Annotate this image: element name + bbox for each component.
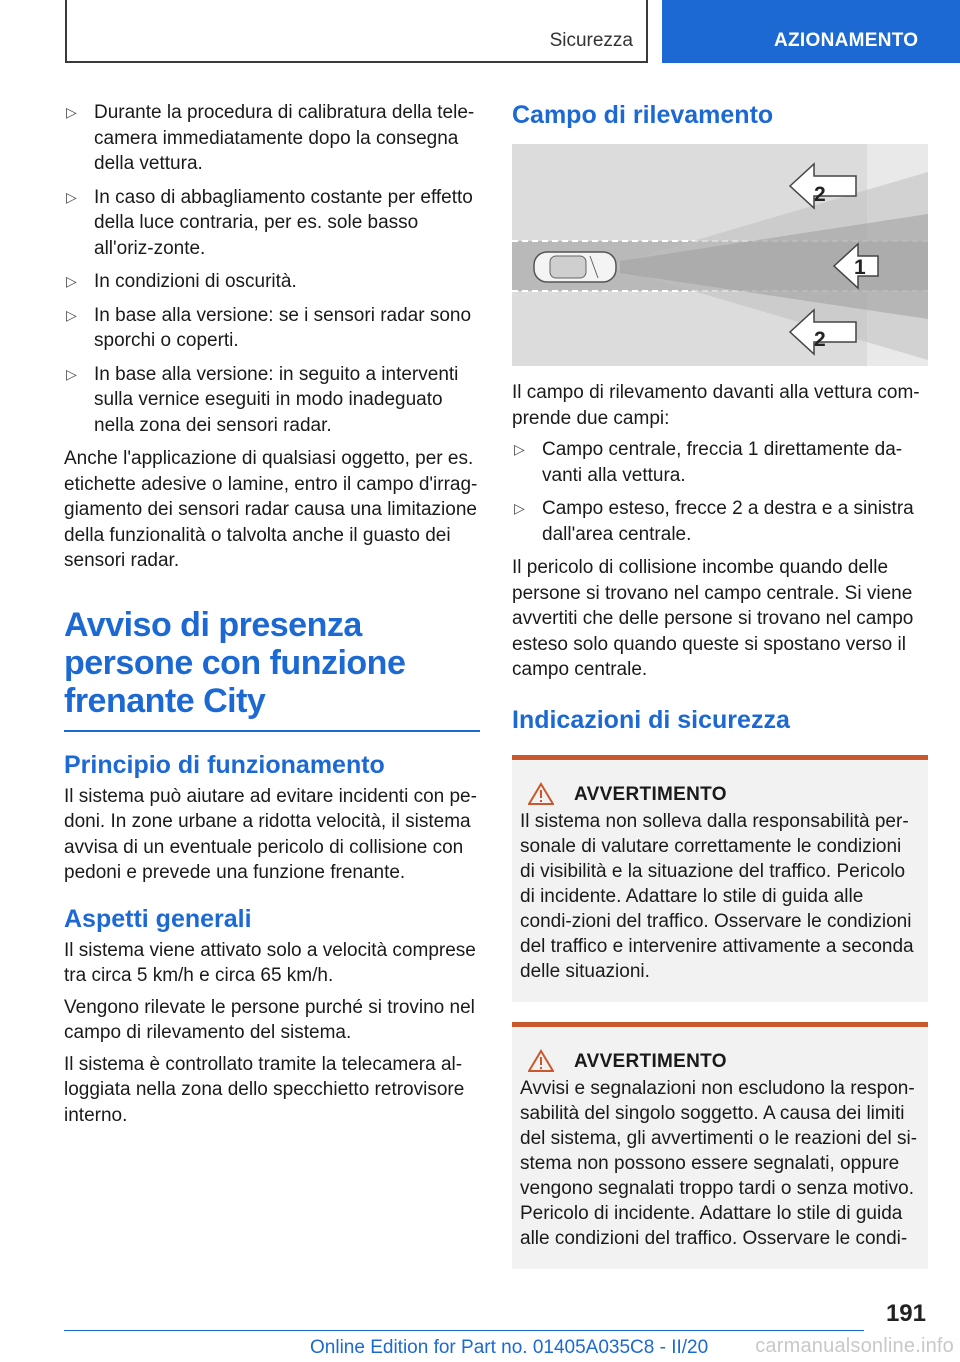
- arrow-label-top: 2: [814, 183, 826, 206]
- list-item: ▷ Durante la procedura di calibratura della tele-camera immediatamente dopo la consegna della vettura.: [66, 102, 475, 174]
- watermark: carmanualsonline.info: [755, 1335, 954, 1357]
- warning-title-row: [520, 782, 920, 807]
- warning-triangle-icon: [528, 1049, 554, 1073]
- triangle-bullet-icon: ▷: [66, 365, 77, 382]
- warning-triangle-icon: [528, 782, 554, 806]
- principle-paragraph: Il sistema può aiutare ad evitare incidenti con pe-doni. In zone urbane a ridotta velocità, il sistema avvisa di un eventuale pericolo di collisione con pedoni e prevede una funzione frenante.: [64, 785, 477, 883]
- list-item: ▷ In base alla versione: in seguito a interventi sulla vernice eseguiti in modo inadeguato nella zona dei sensori radar.: [66, 363, 459, 436]
- triangle-bullet-icon: ▷: [514, 441, 525, 457]
- list-item: ▷ Campo centrale, freccia 1 direttamente da-vanti alla vettura.: [514, 439, 903, 486]
- header-chapter-tab: [662, 0, 960, 63]
- arrow-label-middle: 1: [854, 256, 866, 279]
- warning-text: Avvisi e segnalazioni non escludono la respon-sabilità del singolo soggetto. A causa dei limiti del sistema, gli avvertimenti o le reazioni del si-stema non possono essere segnalati, oppure vengono segnalati troppo tardi o senza motivo. Pericolo di incidente. Adattare lo stile di guida alle condizioni del traffico. Osservare le condi-: [520, 1077, 918, 1249]
- warning-box-2: [512, 1022, 928, 1269]
- range-paragraph: Il campo di rilevamento davanti alla vettura com-prende due campi:: [512, 382, 920, 429]
- warning-text: Il sistema non solleva dalla responsabilità per-sonale di valutare correttamente le condizioni di visibilità e la situazione del traffico. Pericolo di incidente. Adattare lo stile di guida alle condi-zioni del traffico. Osservare le condizioni del traffico e intervenire attivamente a seconda delle situazioni.: [520, 810, 914, 982]
- right-column: [512, 100, 928, 1269]
- triangle-bullet-icon: ▷: [66, 188, 77, 205]
- list-item: ▷ In caso di abbagliamento costante per effetto della luce contraria, per es. sole basso all'oriz-zonte.: [66, 186, 473, 259]
- general-paragraph-1: Il sistema viene attivato solo a velocità comprese tra circa 5 km/h e circa 65 km/h.: [64, 939, 476, 986]
- limitations-list: [64, 100, 480, 438]
- detection-range-diagram: [512, 144, 928, 366]
- triangle-bullet-icon: ▷: [66, 104, 77, 120]
- triangle-bullet-icon: ▷: [66, 306, 77, 323]
- list-item: ▷ In condizioni di oscurità.: [64, 269, 480, 295]
- header-chapter-label: AZIONAMENTO: [774, 30, 919, 51]
- heading-safety: Indicazioni di sicurezza: [512, 705, 790, 734]
- footer-divider: [64, 1330, 864, 1331]
- header-section-tab: [65, 0, 648, 63]
- general-paragraph-3: Il sistema è controllato tramite la telecamera al-loggiata nella zona dello specchietto retrovisore interno.: [64, 1053, 465, 1126]
- heading-detection-range: Campo di rilevamento: [512, 101, 774, 129]
- general-paragraph-2: Vengono rilevate le persone purché si trovino nel campo di rilevamento del sistema.: [64, 996, 475, 1043]
- heading-principle: Principio di funzionamento: [64, 750, 385, 779]
- heading-general: Aspetti generali: [64, 904, 252, 933]
- left-column: [64, 100, 480, 1134]
- fields-list: [512, 437, 928, 547]
- triangle-bullet-icon: ▷: [66, 273, 77, 289]
- list-item: ▷ Campo esteso, frecce 2 a destra e a sinistra dall'area centrale.: [514, 498, 914, 545]
- radar-paragraph: Anche l'applicazione di qualsiasi oggetto, per es. etichette adesive o lamine, entro il campo d'irrag-giamento dei sensori radar causa una limitazione della funzionalità o talvolta anche il guasto dei sensori radar.: [64, 448, 478, 571]
- car-icon: [534, 252, 616, 282]
- warning-box-1: [512, 755, 928, 1002]
- list-item: ▷ In base alla versione: se i sensori radar sono sporchi o coperti.: [66, 304, 472, 351]
- arrow-label-bottom: 2: [814, 328, 826, 351]
- warning-title: AVVERTIMENTO: [574, 783, 727, 805]
- page-number: 191: [885, 1300, 926, 1327]
- warning-title: AVVERTIMENTO: [574, 1050, 727, 1072]
- section-title: Avviso di presenza persone con funzione frenante City: [64, 606, 480, 732]
- edition-text: Online Edition for Part no. 01405A035C8 - II/20: [310, 1337, 709, 1358]
- triangle-bullet-icon: ▷: [514, 500, 525, 516]
- header-section-label: Sicurezza: [549, 30, 633, 51]
- warning-title-row: [520, 1049, 920, 1074]
- danger-paragraph: Il pericolo di collisione incombe quando delle persone si trovano nel campo centrale. Si viene avvertiti che delle persone si trovano nel campo esteso solo quando queste si spostano verso il campo centrale.: [512, 557, 914, 680]
